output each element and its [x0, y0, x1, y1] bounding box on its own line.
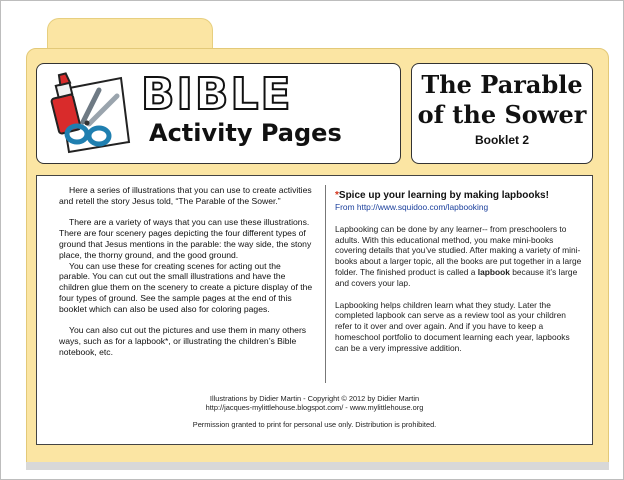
glue-scissors-paper-icon: [43, 70, 135, 156]
booklet-title-line2: of the Sower: [417, 100, 587, 129]
lapbook-paragraph-2: Lapbooking helps children learn what they study. Later the completed lapbook can serve as a review tool as your children refer to it over and over again. And if you have to keep a homeschool portfolio to document learning each year, lapbooks can be a very impressive addition.: [335, 299, 570, 353]
source-link[interactable]: From http://www.squidoo.com/lapbooking: [335, 202, 489, 212]
intro-paragraph-4: You can also cut out the pictures and use them in many others ways, such as for a lapbook*, or illustrating the children’s Bible notebook, etc.: [59, 325, 307, 357]
lapbook-heading: [335, 190, 583, 202]
copyright-line: Illustrations by Didier Martin - Copyright © 2012 by Didier Martin: [209, 394, 420, 403]
lapbook-paragraph-1-end: because it’s large and covers your lap.: [335, 266, 578, 288]
asterisk: *: [335, 190, 339, 201]
folder-shadow: [26, 462, 609, 470]
intro-paragraph-2: There are a variety of ways that you can use these illustrations. There are four scenery pages depicting the four different types of ground that Jesus mentions in the parable: the way side, the stony place, the thorny ground, and the good ground.: [59, 217, 312, 260]
booklet-title-line1: The Parable: [421, 70, 583, 99]
intro-paragraph-1: Here a series of illustrations that you can use to create activities and retell the story Jesus told, “The Parable of the Sower.”: [59, 185, 312, 206]
bible-title: BIBLE: [141, 69, 293, 120]
content-panel: [36, 175, 593, 445]
title-banner: [36, 63, 401, 164]
booklet-title: [412, 70, 592, 130]
lapbook-column: [335, 190, 583, 354]
booklet-number: Booklet 2: [474, 133, 529, 147]
lapbook-paragraph-1-start: Lapbooking can be done by any learner-- from preschoolers to adults. With this educational method, you make mini-books covering details that you’ve studied. After making a variety of mini-books about a larger topic, all the books are put together in a large folder. The finished product is called a: [335, 223, 582, 277]
footer: [37, 394, 592, 429]
booklet-title-box: [411, 63, 593, 164]
lapbook-heading-text: Spice up your learning by making lapbooks!: [338, 190, 549, 201]
website-urls: http://jacques-mylittlehouse.blogspot.com/ - www.mylittlehouse.org: [205, 403, 424, 413]
lapbook-paragraph-1: [335, 224, 583, 289]
lapbook-bold-word: lapbook: [477, 266, 510, 277]
permission-notice: Permission granted to print for personal use only. Distribution is prohibited.: [192, 419, 437, 429]
intro-paragraph-3: You can use these for creating scenes for acting out the parable. You can cut out the small illustrations and have the children glue them on the scenery to create a picture display of the four types of ground. See the sample pages at the end of this booklet which can also be used also for coloring pages.: [59, 260, 313, 314]
activity-pages-title: Activity Pages: [149, 119, 342, 147]
column-divider: [325, 185, 326, 383]
intro-column: [59, 185, 313, 358]
